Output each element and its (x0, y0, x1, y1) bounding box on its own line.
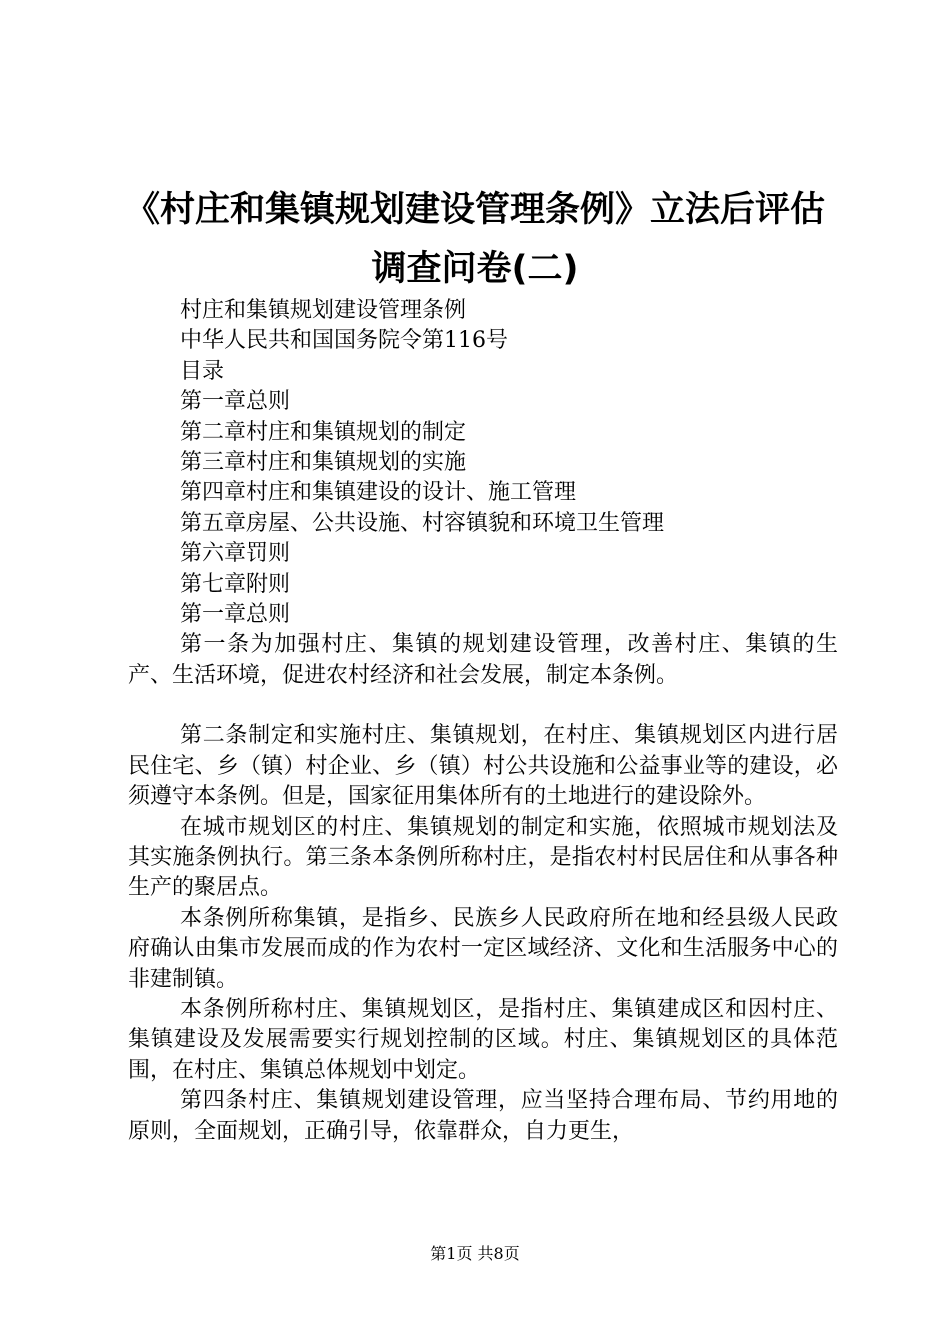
toc-line: 目录 (180, 358, 225, 384)
toc-line: 第三章村庄和集镇规划的实施 (180, 450, 467, 476)
toc-line: 第一章总则 (180, 389, 291, 415)
paragraph: 第四条村庄、集镇规划建设管理，应当坚持合理布局、节约用地的原则，全面规划，正确引导，依靠群众，自力更生， (128, 1088, 838, 1144)
toc-line: 第七章附则 (180, 571, 291, 597)
toc-line: 第六章罚则 (180, 541, 291, 567)
paragraph: 本条例所称村庄、集镇规划区，是指村庄、集镇建成区和因村庄、集镇建设及发展需要实行规划控制的区域。村庄、集镇规划区的具体范围，在村庄、集镇总体规划中划定。 (128, 996, 838, 1083)
document-title-line-1: 《村庄和集镇规划建设管理条例》立法后评估 (124, 190, 825, 230)
paragraph: 本条例所称集镇，是指乡、民族乡人民政府所在地和经县级人民政府确认由集市发展而成的作为农村一定区域经济、文化和生活服务中心的非建制镇。 (128, 905, 838, 992)
document-body (128, 296, 838, 1147)
page-footer: 第1页 共8页 (430, 1244, 520, 1263)
toc-line: 中华人民共和国国务院令第116号 (180, 328, 508, 354)
toc-line: 第一章总则 (180, 602, 291, 628)
toc-line: 第五章房屋、公共设施、村容镇貌和环境卫生管理 (180, 510, 665, 536)
toc-line: 村庄和集镇规划建设管理条例 (180, 298, 467, 323)
paragraph-gap (128, 691, 838, 721)
toc-line: 第二章村庄和集镇规划的制定 (180, 419, 467, 445)
paragraph: 在城市规划区的村庄、集镇规划的制定和实施，依照城市规划法及其实施条例执行。第三条本条例所称村庄，是指农村村民居住和从事各种生产的聚居点。 (128, 814, 838, 901)
paragraph: 第二条制定和实施村庄、集镇规划，在村庄、集镇规划区内进行居民住宅、乡（镇）村企业、乡（镇）村公共设施和公益事业等的建设，必须遵守本条例。但是，国家征用集体所有的土地进行的建设除外。 (128, 723, 838, 810)
document-title-line-2: 调查问卷(二) (371, 249, 579, 289)
paragraph: 第一条为加强村庄、集镇的规划建设管理，改善村庄、集镇的生产、生活环境，促进农村经济和社会发展，制定本条例。 (128, 632, 838, 688)
toc-line: 第四章村庄和集镇建设的设计、施工管理 (180, 480, 577, 506)
